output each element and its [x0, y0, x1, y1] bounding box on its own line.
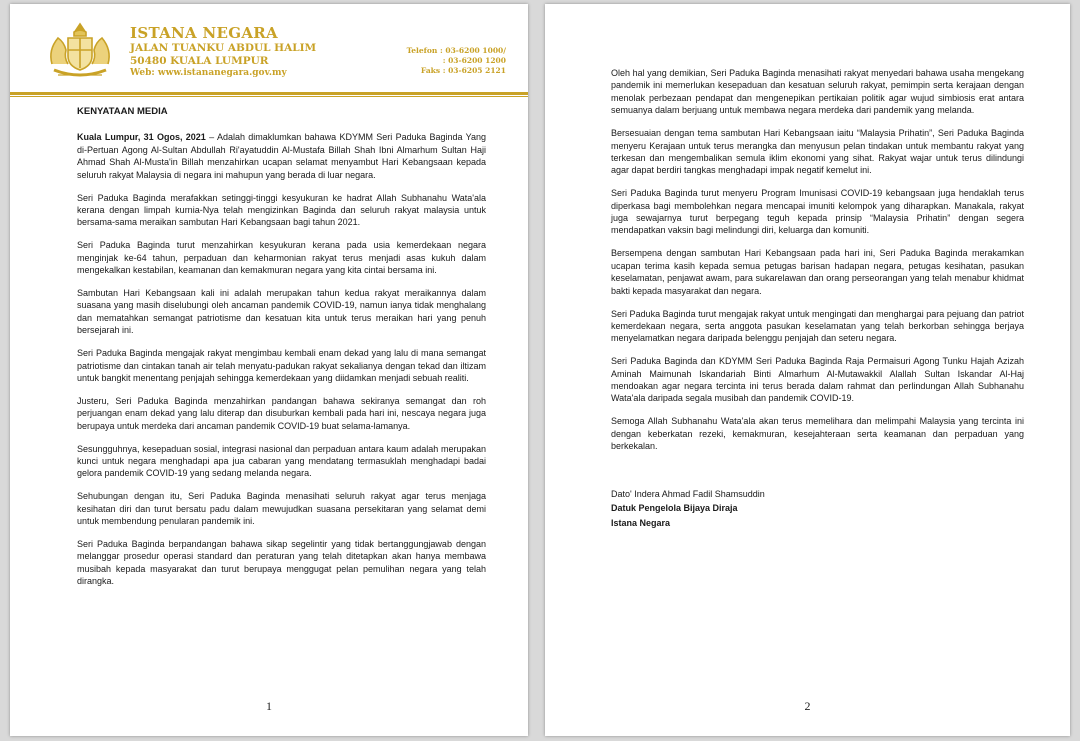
paragraph: Sambutan Hari Kebangsaan kali ini adalah merupakan tahun kedua rakyat meraikannya dalam suasana yang masih diselubungi oleh ancaman pandemik COVID-19, namun ianya tidak menghalang dan mematahkan semangat patriotisme dan kesatuan kita untuk terus meraikan hari yang penuh bersejarah ini. [77, 287, 486, 336]
paragraph: Semoga Allah Subhanahu Wata'ala akan terus memelihara dan melimpahi Malaysia yang tercinta ini dengan keberkatan rezeki, kemakmuran, kesejahteraan serta keamanan dan perpaduan yang berkekalan. [611, 416, 1024, 452]
paragraph: Sesungguhnya, kesepaduan sosial, integrasi nasional dan perpaduan antara kaum adalah merupakan kunci untuk negara menghadapi apa jua cabaran yang mendatang termasuklah menghadapi badai gelora pandemik COVID-19 yang sedang melanda negara. [77, 443, 486, 479]
page-number: 1 [266, 699, 272, 713]
paragraph: Sehubungan dengan itu, Seri Paduka Baginda menasihati seluruh rakyat agar terus menjaga kesihatan diri dan turut bersatu padu dalam mewujudkan suasana persekitaran yang selamat demi untuk membendung penularan pandemik ini. [77, 491, 486, 527]
letterhead-divider [10, 92, 528, 95]
page-2-body [611, 67, 1024, 530]
letterhead-address-line1: JALAN TUANKU ABDUL HALIM [130, 42, 317, 54]
page-1-body [77, 106, 486, 598]
paragraph: Seri Paduka Baginda merafakkan setinggi-tinggi kesyukuran ke hadrat Allah Subhanahu Wata'ala kerana dengan limpah kurnia-Nya telah mengizinkan Baginda dan seluruh rakyat malaysia untuk bersama-sama meraikan sambutan Hari Kebangsaan bagi tahun 2021. [77, 192, 486, 228]
document-page-2 [545, 4, 1070, 736]
signatory-office: Istana Negara [611, 517, 671, 528]
signatory-name: Dato' Indera Ahmad Fadil Shamsuddin [611, 488, 765, 499]
paragraph: Seri Paduka Baginda dan KDYMM Seri Paduka Baginda Raja Permaisuri Agong Tunku Hajah Azizah Aminah Maimunah Iskandariah Binti Almarhum Al-Mutawakkil Alallah Sultan Iskandar Al-Haj mendoakan agar negara tercinta ini terus berada dalam rahmat dan perlindungan Allah Subhanahu Wata'ala daripada segala musibah dan pandemik COVID-19. [611, 356, 1024, 404]
letterhead-fax: Faks : 03-6205 2121 [420, 66, 506, 75]
letterhead-website: Web: www.istananegara.gov.my [130, 68, 287, 78]
document-heading: KENYATAAN MEDIA [77, 106, 168, 117]
letterhead-name: ISTANA NEGARA [130, 24, 278, 42]
dateline: Kuala Lumpur, 31 Ogos, 2021 [77, 132, 206, 143]
paragraph: Seri Paduka Baginda berpandangan bahawa sikap segelintir yang tidak bertanggungjawab dengan melanggar prosedur operasi standard dan peraturan yang telah ditetapkan akan hanya membawa musibah kepada masyarakat dan turut berupaya menggugat pelan pemulihan negara yang telah dirangka. [77, 538, 486, 587]
paragraph [77, 131, 486, 181]
document-page-1 [10, 4, 528, 736]
signature-block [611, 487, 1024, 531]
paragraph: Seri Paduka Baginda turut mengajak rakyat untuk mengingati dan menghargai para pejuang dan patriot kemerdekaan negara, serta anggota pasukan keselamatan yang telah berkorban sehingga berjaya menyelamatkan negara daripada belenggu penjajah dan seteru negara. [611, 308, 1024, 344]
letterhead-address-line2: 50480 KUALA LUMPUR [130, 55, 269, 67]
letterhead-telephone-1: Telefon : 03-6200 1000/ [406, 46, 506, 55]
royal-coat-of-arms-icon [44, 20, 116, 80]
letterhead-telephone-2: : 03-6200 1200 [442, 56, 506, 65]
letterhead-divider-thin [10, 96, 528, 97]
paragraph-text: – Adalah dimaklumkan bahawa KDYMM Seri Paduka Baginda Yang di-Pertuan Agong Al-Sultan Abdullah Ri'ayatuddin Al-Mustafa Billah Shah Ibni Almarhum Sultan Haji Ahmad Shah Al-Musta'in Billah menzahirkan ucapan selamat menyambut Hari Kebangsaan kepada seluruh rakyat Malaysia di negara ini mahupun yang berada di luar negara. [77, 132, 486, 180]
paragraph: Bersempena dengan sambutan Hari Kebangsaan pada hari ini, Seri Paduka Baginda merakamkan ucapan terima kasih kepada semua petugas barisan hadapan negara, petugas kesihatan, pasukan keselamatan, penjawat awam, para sukarelawan dan orang perseorangan yang telah menabur khidmat bakti kepada masyarakat dan negara. [611, 248, 1024, 296]
page-number: 2 [804, 699, 811, 713]
paragraph: Justeru, Seri Paduka Baginda menzahirkan pandangan bahawa sekiranya semangat dan roh perjuangan enam dekad yang lalu diterap dan disuburkan kembali pada hari ini, nescaya negara juga berupaya untuk merdeka dari ancaman pandemik COVID-19 buat selama-lamanya. [77, 395, 486, 431]
paragraph: Seri Paduka Baginda mengajak rakyat mengimbau kembali enam dekad yang lalu di mana semangat patriotisme dan cintakan tanah air telah menyatu-padukan rakyat sekalianya dengan tekad dan iltizam untuk bangkit menentang penjajah sehingga kemerdekaan yang diidamkan menjadi sebuah realiti. [77, 348, 486, 383]
signatory-title: Datuk Pengelola Bijaya Diraja [611, 503, 738, 514]
paragraph: Seri Paduka Baginda turut menzahirkan kesyukuran kerana pada usia kemerdekaan negara menginjak ke-64 tahun, perpaduan dan keharmonian rakyat terus menjadi asas kukuh dalam mengekalkan kestabilan, keamanan dan kemakmuran negara yang kita cintai bersama ini. [77, 240, 486, 276]
paragraph: Bersesuaian dengan tema sambutan Hari Kebangsaan iaitu “Malaysia Prihatin”, Seri Paduka Baginda menyeru Kerajaan untuk terus merangka dan menyusun pelan tindakan untuk membantu rakyat yang terkesan dan mengembalikan semula iklim ekonomi yang sihat. Rakyat wajar untuk terus dilindungi agar dapat berdiri tangkas menghadapi impak negatif kemelut ini. [611, 128, 1024, 176]
paragraph: Seri Paduka Baginda turut menyeru Program Imunisasi COVID-19 kebangsaan juga hendaklah terus diperkasa bagi membolehkan negara mencapai imuniti kelompok yang diharapkan. Manakala, rakyat juga sewajarnya turut berpegang teguh kepada prinsip “Malaysia Prihatin” dengan segera mendapatkan vaksin bagi melindungi diri, keluarga dan komuniti. [611, 188, 1024, 236]
paragraph: Oleh hal yang demikian, Seri Paduka Baginda menasihati rakyat menyedari bahawa usaha mengekang pandemik ini memerlukan kesepaduan dan kesatuan seluruh rakyat, pemimpin serta kerajaan dengan menolak perbezaan pendapat dan mengenepikan pertikaian politik agar wujud simbiosis erat antara semuanya dalam berjuang untuk membawa negara merdeka dari pandemik yang melanda. [611, 68, 1024, 116]
